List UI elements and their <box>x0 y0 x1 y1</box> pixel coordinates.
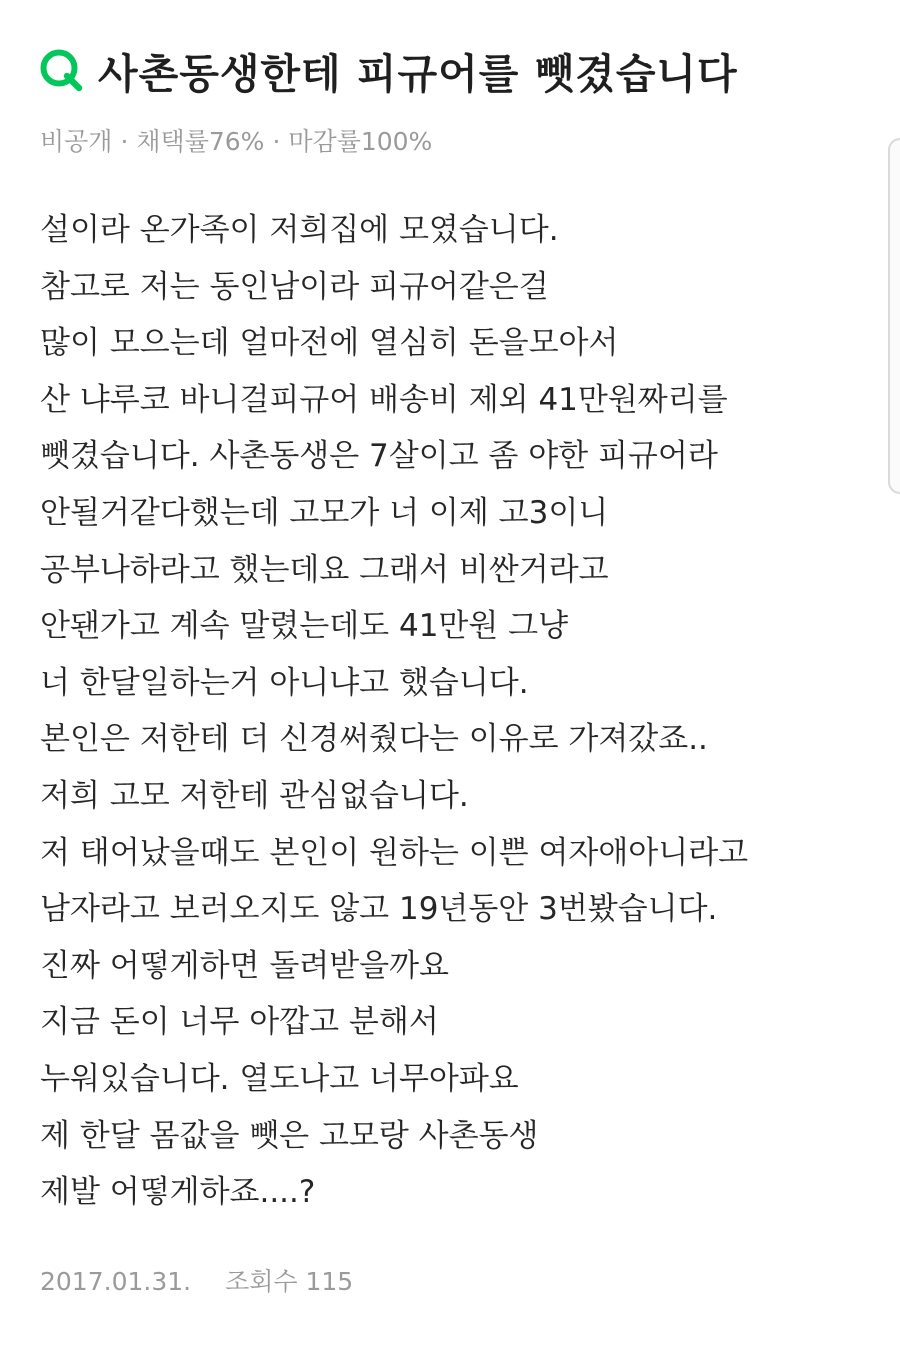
body-line: 설이라 온가족이 저희집에 모였습니다. <box>40 212 559 248</box>
body-line: 참고로 저는 동인남이라 피규어같은걸 <box>40 268 549 305</box>
body-line: 제발 어떻게하죠....? <box>40 1174 316 1211</box>
adoption-rate: 채택률76% <box>136 127 265 156</box>
body-line: 산 냐루코 바니걸피규어 배송비 제외 41만원짜리를 <box>40 381 728 418</box>
body-line: 누워있습니다. 열도나고 너무아파요 <box>40 1060 519 1097</box>
body-line: 지금 돈이 너무 아깝고 분해서 <box>40 1004 439 1041</box>
visibility-label: 비공개 <box>40 127 113 156</box>
close-rate: 마감률100% <box>288 127 433 156</box>
body-line: 본인은 저한테 더 신경써줬다는 이유로 가져갔죠.. <box>40 721 708 758</box>
body-line: 공부나하라고 했는데요 그래서 비싼거라고 <box>40 551 609 588</box>
body-line: 남자라고 보러오지도 않고 19년동안 3번봤습니다. <box>40 891 718 928</box>
post-date: 2017.01.31. <box>40 1267 192 1296</box>
view-count: 조회수 115 <box>225 1267 354 1296</box>
side-panel-edge[interactable] <box>888 138 900 494</box>
question-body <box>40 202 860 1221</box>
q-question-icon <box>38 47 84 93</box>
body-line: 제 한달 몸값을 뺏은 고모랑 사촌동생 <box>40 1117 539 1154</box>
body-line: 안될거같다했는데 고모가 너 이제 고3이니 <box>40 494 609 531</box>
question-header <box>38 40 738 100</box>
body-line: 저희 고모 저한테 관심없습니다. <box>40 777 469 814</box>
body-line: 안됀가고 계속 말렸는데도 41만원 그냥 <box>40 608 569 645</box>
body-line: 너 한달일하는거 아니냐고 했습니다. <box>40 664 529 701</box>
question-meta <box>40 122 432 158</box>
question-footer <box>40 1262 353 1298</box>
body-line: 저 태어났을때도 본인이 원하는 이쁜 여자애아니라고 <box>40 834 749 871</box>
question-title: 사촌동생한테 피규어를 뺏겼습니다 <box>98 49 738 98</box>
meta-separator: · <box>272 127 281 156</box>
body-line: 뺏겼습니다. 사촌동생은 7살이고 좀 야한 피규어라 <box>40 438 718 475</box>
body-line: 많이 모으는데 얼마전에 열심히 돈을모아서 <box>40 325 619 362</box>
meta-separator: · <box>120 127 129 156</box>
body-line: 진짜 어떻게하면 돌려받을까요 <box>40 947 450 984</box>
